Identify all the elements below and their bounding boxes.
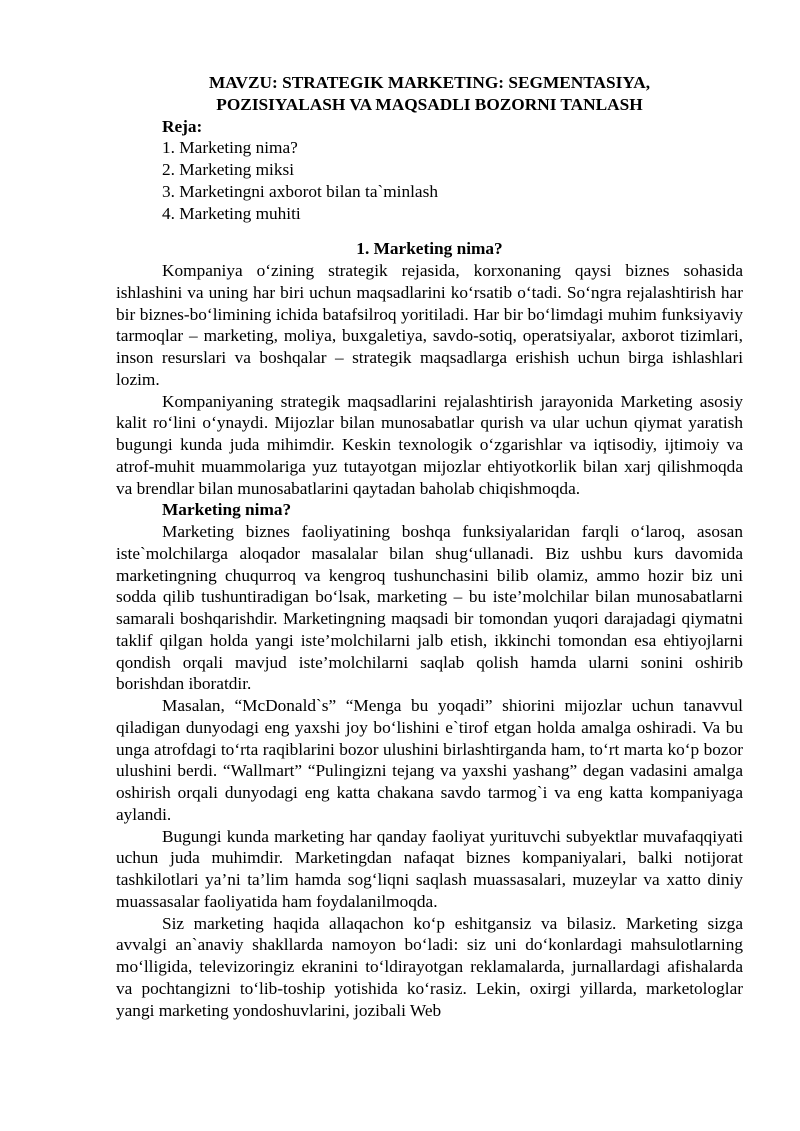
plan-label: Reja:	[162, 116, 203, 136]
section-heading: 1. Marketing nima?	[356, 239, 503, 259]
paragraph: Kompaniyaning strategik maqsadlarini rejalashtirish jarayonida Marketing asosiy kalit ro‘lini o‘ynaydi. Mijozlar bilan munosabatlar qurish va ular uchun qiymat yaratish bugungi kunda juda mihimdir. Keskin texnologik o‘zgarishlar va iqtisodiy, ijtimoiy va atrof-muhit muammolariga yuz tutayotgan mijozlar ehtiyotkorlik bilan xarj qilishmoqda va brendlar bilan munosabatlarini qaytadan baholab chiqishmoqda.	[116, 391, 743, 498]
plan-item: 2. Marketing miksi	[162, 160, 294, 179]
paragraph: Bugungi kunda marketing har qanday faoliyat yurituvchi subyektlar muvafaqqiyati uchun juda muhimdir. Marketingdan nafaqat biznes kompaniyalari, balki notijorat tashkilotlari ya’ni ta’lim hamda sog‘liqni saqlash muassasalari, muzeylar va xatto diniy muassasalar faoliyatida ham foydalanilmoqda.	[116, 826, 743, 911]
title-line-2: POZISIYALASH VA MAQSADLI BOZORNI TANLASH	[216, 94, 643, 114]
plan-list	[116, 137, 743, 224]
paragraph: Kompaniya o‘zining strategik rejasida, korxonaning qaysi biznes sohasida ishlashini va uning har biri uchun maqsadlarini ko‘rsatib o‘tadi. So‘ngra rejalashtirish har bir biznes-bo‘limining ichida batafsilroq yoritiladi. Har bir bo‘limdagi muhim funksiyaviy tarmoqlar – marketing, moliya, buxgaletiya, savdo-sotiq, operatsiyalar, axborot tizimlari, inson resurslari va boshqalar – strategik maqsadlarga erishish uchun birga ishlashlari lozim.	[116, 261, 743, 389]
subheading: Marketing nima?	[162, 500, 292, 520]
document-title	[116, 72, 743, 116]
paragraph: Marketing biznes faoliyatining boshqa funksiyalaridan farqli o‘laroq, asosan iste`molchilarga aloqador masalalar bilan shug‘ullanadi. Biz ushbu kurs davomida marketingning chuqurroq va kengroq tushunchasini bilib olamiz, ammo hozir biz uni sodda qilib tushuntiradigan bo‘lsak, marketing – bu iste’molchilar bilan munosabatlarni samarali boshqarishdir. Marketingning maqsadi bir tomondan yuqori darajadagi qiymatni taklif qilgan holda yangi iste’molchilarni jalb etish, ikkinchi tomondan esa ehtiyojlarni qondish orqali mavjud iste’molchilarni saqlab qolish hamda ularni sonini oshirib borishdan iboratdir.	[116, 522, 743, 694]
paragraph: Siz marketing haqida allaqachon ko‘p eshitgansiz va bilasiz. Marketing sizga avvalgi an`anaviy shakllarda namoyon bo‘ladi: siz uni do‘konlardagi mahsulotlarning mo‘lligida, televizoringiz ekranini to‘ldirayotgan reklamalarda, jurnallardagi afishalarda va pochtangizni to‘lib-toship yotishida ko‘rasiz. Lekin, oxirgi yillarda, marketologlar yangi marketing yondoshuvlarini, jozibali Web	[116, 913, 743, 1020]
plan-item: 3. Marketingni axborot bilan ta`minlash	[162, 181, 438, 201]
plan-item: 1. Marketing nima?	[162, 138, 298, 158]
paragraph: Masalan, “McDonald`s” “Menga bu yoqadi” shiorini mijozlar uchun tanavvul qiladigan dunyodagi eng yaxshi joy bo‘lishini e`tirof etgan holda amalga oshiradi. Va bu unga atrofdagi to‘rta raqiblarini bozor ulushini birlashtirganda ham, to‘rt marta ko‘p bozor ulushini berdi. “Wallmart” “Pulingizni tejang va yaxshi yashang” degan vadasini amalga oshirish orqali dunyodagi eng katta chakana savdo tarmog`i va eng katta kompaniyaga aylandi.	[116, 696, 743, 824]
plan-item: 4. Marketing muhiti	[162, 203, 301, 223]
title-line-1: MAVZU: STRATEGIK MARKETING: SEGMENTASIYA,	[208, 73, 651, 92]
